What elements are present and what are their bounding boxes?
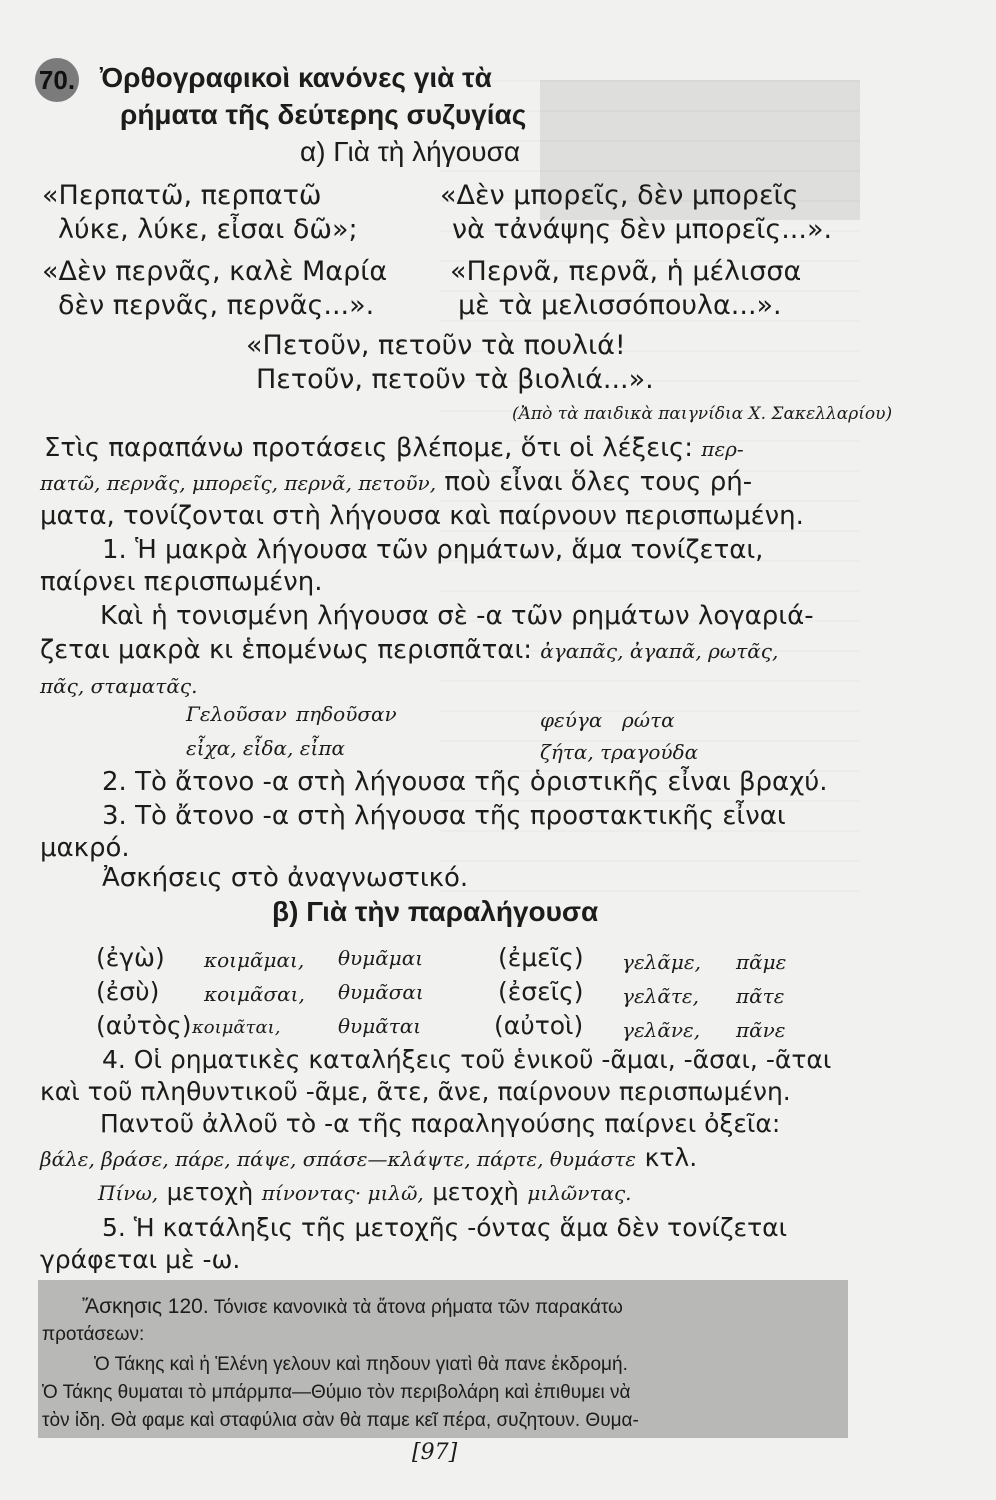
section-title-line2: ρήματα τῆς δεύτερης συζυγίας xyxy=(120,99,527,130)
conj-verb: κοιμᾶσαι, xyxy=(204,982,305,1006)
para2-line2 xyxy=(40,634,778,667)
conj-verb: κοιμᾶμαι, xyxy=(204,948,305,972)
poem-right-4: μὲ τὰ μελισσόπουλα...». xyxy=(458,290,782,321)
exercises-reference: Ἀσκήσεις στὸ ἀναγνωστικό. xyxy=(102,863,469,893)
para3-line3-italic: πίνοντας· μιλῶ, xyxy=(261,1181,424,1205)
para2-line3-italic: πᾶς, σταματᾶς. xyxy=(40,674,198,698)
conj-verb: θυμᾶται xyxy=(338,1014,422,1038)
para1-line1-text: Στὶς παραπάνω προτάσεις βλέπομε, ὅτι οἱ λέξεις: xyxy=(44,433,694,463)
poem-right-1: «Δὲν μπορεῖς, δὲν μπορεῖς xyxy=(440,180,799,211)
example-b2: ζήτα, τραγούδα xyxy=(540,740,699,764)
rule1-line2: παίρνει περισπωμένη. xyxy=(40,567,323,597)
para3-line3-text: μετοχὴ xyxy=(432,1178,519,1206)
rule2: 2. Τὸ ἄτονο -α στὴ λήγουσα τῆς ὁριστικῆς εἶναι βραχύ. xyxy=(102,767,828,797)
para1-line2-italic: πατῶ, περνᾶς, μπορεῖς, περνᾶ, πετοῦν, xyxy=(40,471,437,495)
section-number: 70. xyxy=(35,58,79,102)
poem-center-2: Πετοῦν, πετοῦν τὰ βιολιά...». xyxy=(256,364,654,395)
page-number: [97] xyxy=(412,1440,458,1465)
para3-line1: Παντοῦ ἀλλοῦ τὸ -α τῆς παραληγούσης παίρνει ὀξεῖα: xyxy=(100,1109,781,1138)
poem-left-3: «Δὲν περνᾶς, καλὲ Μαρία xyxy=(42,256,388,287)
exercise-label: Ἄσκησις 120. xyxy=(82,1295,209,1318)
conj-pronoun-left: (ἐσὺ) xyxy=(96,977,160,1006)
exercise-text-1: Ὁ Τάκης καὶ ἡ Ἑλένη γελουν καὶ πηδουν γιατὶ θὰ πανε ἐκδρομή. xyxy=(94,1354,628,1375)
example-a4: ρώτα xyxy=(622,708,675,732)
conj-verb: θυμᾶμαι xyxy=(338,946,424,970)
conj-verb: πᾶμε xyxy=(736,950,787,974)
conj-verb: κοιμᾶται, xyxy=(192,1017,281,1038)
para1-line3: ματα, τονίζονται στὴ λήγουσα καὶ παίρνουν περισπωμένη. xyxy=(40,501,804,531)
example-a3: φεύγα xyxy=(540,708,603,732)
para1-line2-text: ποὺ εἶναι ὅλες τους ρή- xyxy=(444,467,753,497)
para3-line3-italic: Πίνω, xyxy=(98,1181,159,1205)
conj-verb: θυμᾶσαι xyxy=(338,980,424,1004)
para2-line1: Καὶ ἡ τονισμένη λήγουσα σὲ -α τῶν ρημάτων λογαριά- xyxy=(100,601,814,631)
exercise-box xyxy=(38,1280,848,1438)
subtitle-b: β) Γιὰ τὴν παραλήγουσα xyxy=(272,896,599,927)
conj-pronoun-right: (αὐτοὶ) xyxy=(494,1011,584,1040)
conj-verb: πᾶνε xyxy=(736,1018,786,1042)
para1-line2 xyxy=(40,466,752,499)
rule3-line2: μακρό. xyxy=(40,833,130,863)
rule3-line1: 3. Τὸ ἄτονο -α στὴ λήγουσα τῆς προστακτικῆς εἶναι xyxy=(102,801,786,831)
example-a2: πηδοῦσαν xyxy=(296,702,397,726)
para3-line3-italic: μιλῶντας. xyxy=(527,1181,632,1205)
rule5-line1: 5. Ἡ κατάληξις τῆς μετοχῆς -όντας ἅμα δὲν τονίζεται xyxy=(102,1213,788,1242)
poem-right-3: «Περνᾶ, περνᾶ, ἡ μέλισσα xyxy=(450,256,802,287)
conj-verb: γελᾶμε, xyxy=(622,950,701,974)
section-title-line1: Ὀρθογραφικοὶ κανόνες γιὰ τὰ xyxy=(100,62,492,93)
para1-line1-italic: περ- xyxy=(701,437,744,461)
conj-pronoun-right: (ἐσεῖς) xyxy=(498,977,584,1006)
rule1-line1: 1. Ἡ μακρὰ λήγουσα τῶν ρημάτων, ἅμα τονίζεται, xyxy=(102,535,764,565)
para1-line1 xyxy=(44,432,744,465)
exercise-text-3: τὸν ἰδη. Θὰ φαμε καὶ σταφύλια σὰν θὰ παμε κεῖ πέρα, συζητουν. Θυμα- xyxy=(42,1410,639,1431)
conj-verb: πᾶτε xyxy=(736,984,785,1008)
poem-right-2: νὰ τἀνάψης δὲν μπορεῖς...». xyxy=(452,214,833,245)
para3-line3 xyxy=(98,1176,632,1209)
para3-line2 xyxy=(40,1142,697,1175)
para2-line2-text: ζεται μακρὰ κι ἑπομένως περισπᾶται: xyxy=(40,635,533,665)
para3-line3-text: μετοχὴ xyxy=(166,1178,254,1206)
conj-verb: γελᾶνε, xyxy=(622,1018,701,1042)
poem-left-1: «Περπατῶ, περπατῶ xyxy=(42,180,322,211)
para3-line2-text: κτλ. xyxy=(644,1143,698,1172)
exercise-heading xyxy=(82,1294,623,1321)
poem-left-2: λύκε, λύκε, εἶσαι δῶ»; xyxy=(58,214,358,245)
para2-line2-italic: ἀγαπᾶς, ἀγαπᾶ, ρωτᾶς, xyxy=(540,639,779,663)
poem-source: (Ἀπὸ τὰ παιδικὰ παιγνίδια Χ. Σακελλαρίου) xyxy=(512,404,893,424)
poem-left-4: δὲν περνᾶς, περνᾶς...». xyxy=(58,290,375,321)
conj-verb: γελᾶτε, xyxy=(622,984,700,1008)
conj-pronoun-right: (ἐμεῖς) xyxy=(498,943,584,972)
example-a1: Γελοῦσαν xyxy=(186,702,287,726)
example-b1: εἶχα, εἶδα, εἶπα xyxy=(186,736,345,760)
subtitle-a: α) Γιὰ τὴ λήγουσα xyxy=(300,136,521,167)
exercise-instruction-2: προτάσεων: xyxy=(42,1324,145,1345)
poem-center-1: «Πετοῦν, πετοῦν τὰ πουλιά! xyxy=(246,330,626,361)
rule4-line1: 4. Οἱ ρηματικὲς καταλήξεις τοῦ ἑνικοῦ -ᾶμαι, -ᾶσαι, -ᾶται xyxy=(102,1045,832,1074)
rule5-line2: γράφεται μὲ -ω. xyxy=(40,1245,241,1274)
conj-pronoun-left: (αὐτὸς) xyxy=(96,1011,192,1040)
conj-pronoun-left: (ἐγὼ) xyxy=(96,943,165,972)
rule4-line2: καὶ τοῦ πληθυντικοῦ -ᾶμε, ᾶτε, ᾶνε, παίρνουν περισπωμένη. xyxy=(40,1077,791,1106)
exercise-instruction: Τόνισε κανονικὰ τὰ ἄτονα ρήματα τῶν παρακάτω xyxy=(213,1297,623,1318)
exercise-text-2: Ὁ Τάκης θυμαται τὸ μπάρμπα—Θύμιο τὸν περιβολάρη καὶ ἐπιθυμει νὰ xyxy=(42,1382,631,1403)
para3-line2-italic: βάλε, βράσε, πάρε, πάψε, σπάσε—κλάψτε, πάρτε, θυμάστε xyxy=(40,1147,637,1171)
